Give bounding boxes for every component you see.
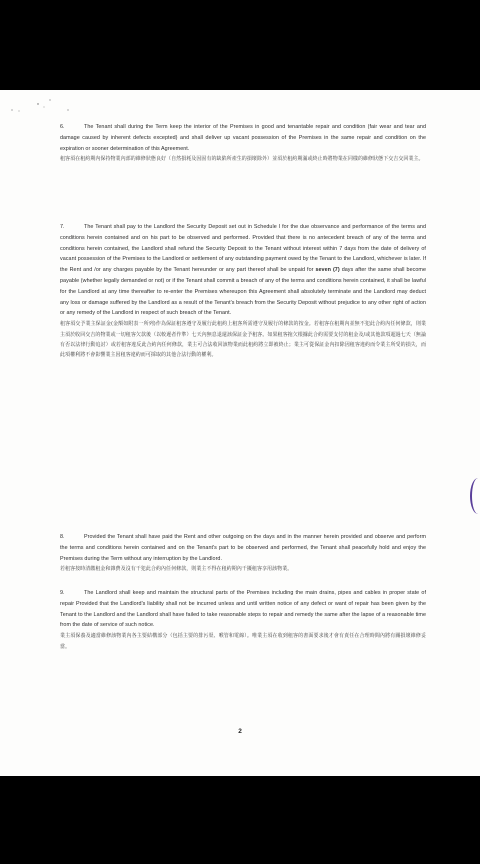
clause-6-english bbox=[60, 122, 426, 154]
bottom-black-bar bbox=[0, 776, 480, 864]
clause-7-bold-days: seven (7) bbox=[315, 267, 340, 274]
clause-7-english bbox=[60, 222, 426, 319]
clause-6-chinese: 租客須在租約期內保持物業內部的維修狀態良好（自然損耗及因固有的缺陷所產生的損壞除外）並須於租約期滿或終止時將物業在同樣的維修狀態下交吉交回業主。 bbox=[60, 156, 424, 163]
page-number: 2 bbox=[238, 728, 242, 735]
clause-9-english bbox=[60, 588, 426, 631]
clause-9-english-text: The Landlord shall keep and maintain the structural parts of the Premises including the main drains, pipes and cables in proper state of repair Provided that the Landlord's liability shall not be incurred unless and until written notice of any defect or want of repair has been given by the Tenant to the Landlord and the Landlord shall have failed to take reasonable steps to repair and remedy the same after the lapse of a reasonable time from the date of service of such notice. bbox=[60, 590, 426, 629]
clause-7-chinese: 租客須交予業主保証金(金額如附表一所列)作為保証租客遵守及履行此租約上租客所需遵守及履行的條款的按金。若租客在租期內並無不犯此合約內任何條款，則業主須於收回交吉的物業或一切租客欠款後（以較遲者作準）七天內無息退還該保証金予租客。如果租客拖欠根據此合約需要支付的租金及/或其他款項超過七天（無論有否以法律行動追討）或若租客違反此合約內任何條款，業主可合法收回該物業而此租約將立即被終止；業主可從保証金內扣除因租客違約而令業主所受的損失，而此項權利將不會影響業主因租客違約而可採取的其他合法行動的權利。 bbox=[60, 321, 426, 359]
clause-7-number: 7. bbox=[60, 224, 65, 230]
clause-9 bbox=[60, 588, 426, 652]
scan-specks bbox=[10, 98, 80, 118]
clause-6-english-text: The Tenant shall during the Term keep the interior of the Premises in good and tenantable repair and condition (fair wear and tear and damage caused by inherent defects excepted) and shall deliver up vacant possession of the Premises in the same repair and condition on the expiration or sooner determination of this Agreement. bbox=[60, 124, 426, 152]
clause-6 bbox=[60, 122, 426, 165]
clause-7-english-tail: days after the same shall become payable (whether legally demanded or not) or if the Tenant shall commit a breach of any of the terms and conditions herein contained, it shall be lawful for the Landlord at any time thereafter to re-enter the Premises whereupon this Agreement shall absolutely terminate and the Landlord may deduct any loss or damage suffered by the Landlord as a result of the Tenant's breach from the Security Deposit without prejudice to any other right of action or any remedy of the Landlord in respect of such breach of the Tenant. bbox=[60, 267, 427, 317]
clause-8 bbox=[60, 532, 426, 575]
clause-7 bbox=[60, 222, 426, 361]
clause-8-english bbox=[60, 532, 426, 564]
clause-8-english-text: Provided the Tenant shall have paid the Rent and other outgoing on the days and in the manner herein provided and observe and perform the terms and conditions herein contained and on the Tenant's part to be observed and performed, the Tenant shall peacefully hold and enjoy the Premises during the Term without any interruption by the Landlord. bbox=[60, 534, 426, 562]
clause-8-chinese: 若租客按時清繳租金和雜費及沒有干犯此合約內任何條款，則業主不得在租約期內干擾租客享用該物業。 bbox=[60, 566, 293, 573]
clause-9-number: 9. bbox=[60, 590, 65, 596]
document-page bbox=[0, 90, 480, 776]
clause-8-number: 8. bbox=[60, 534, 65, 540]
clause-7-english-text: The Tenant shall pay to the Landlord the Security Deposit set out in Schedule I for the due observance and performance of the terms and conditions herein contained and on his part to be observed and performed. Provided that there is no antecedent breach of any of the terms and conditions herein contained, the Landlord shall refund the Security Deposit to the Tenant without interest within 7 days from the date of delivery of vacant possession of the Premises to the Landlord or settlement of any outstanding payment owed by the Tenant to the Landlord, whichever is later. If the Rent and /or any charges payable by the Tenant hereunder or any part thereof shall be unpaid for bbox=[60, 224, 426, 274]
clause-9-chinese: 業主須保養及適當維修該物業內各主要結構部分（包括主要的排污渠、喉管和電線）。唯業主須在收到租客的書面要求後才會有責任在合理時間內將有關損壞維修妥當。 bbox=[60, 633, 426, 650]
clause-6-number: 6. bbox=[60, 124, 65, 130]
scroll-edge-indicator bbox=[470, 478, 480, 514]
